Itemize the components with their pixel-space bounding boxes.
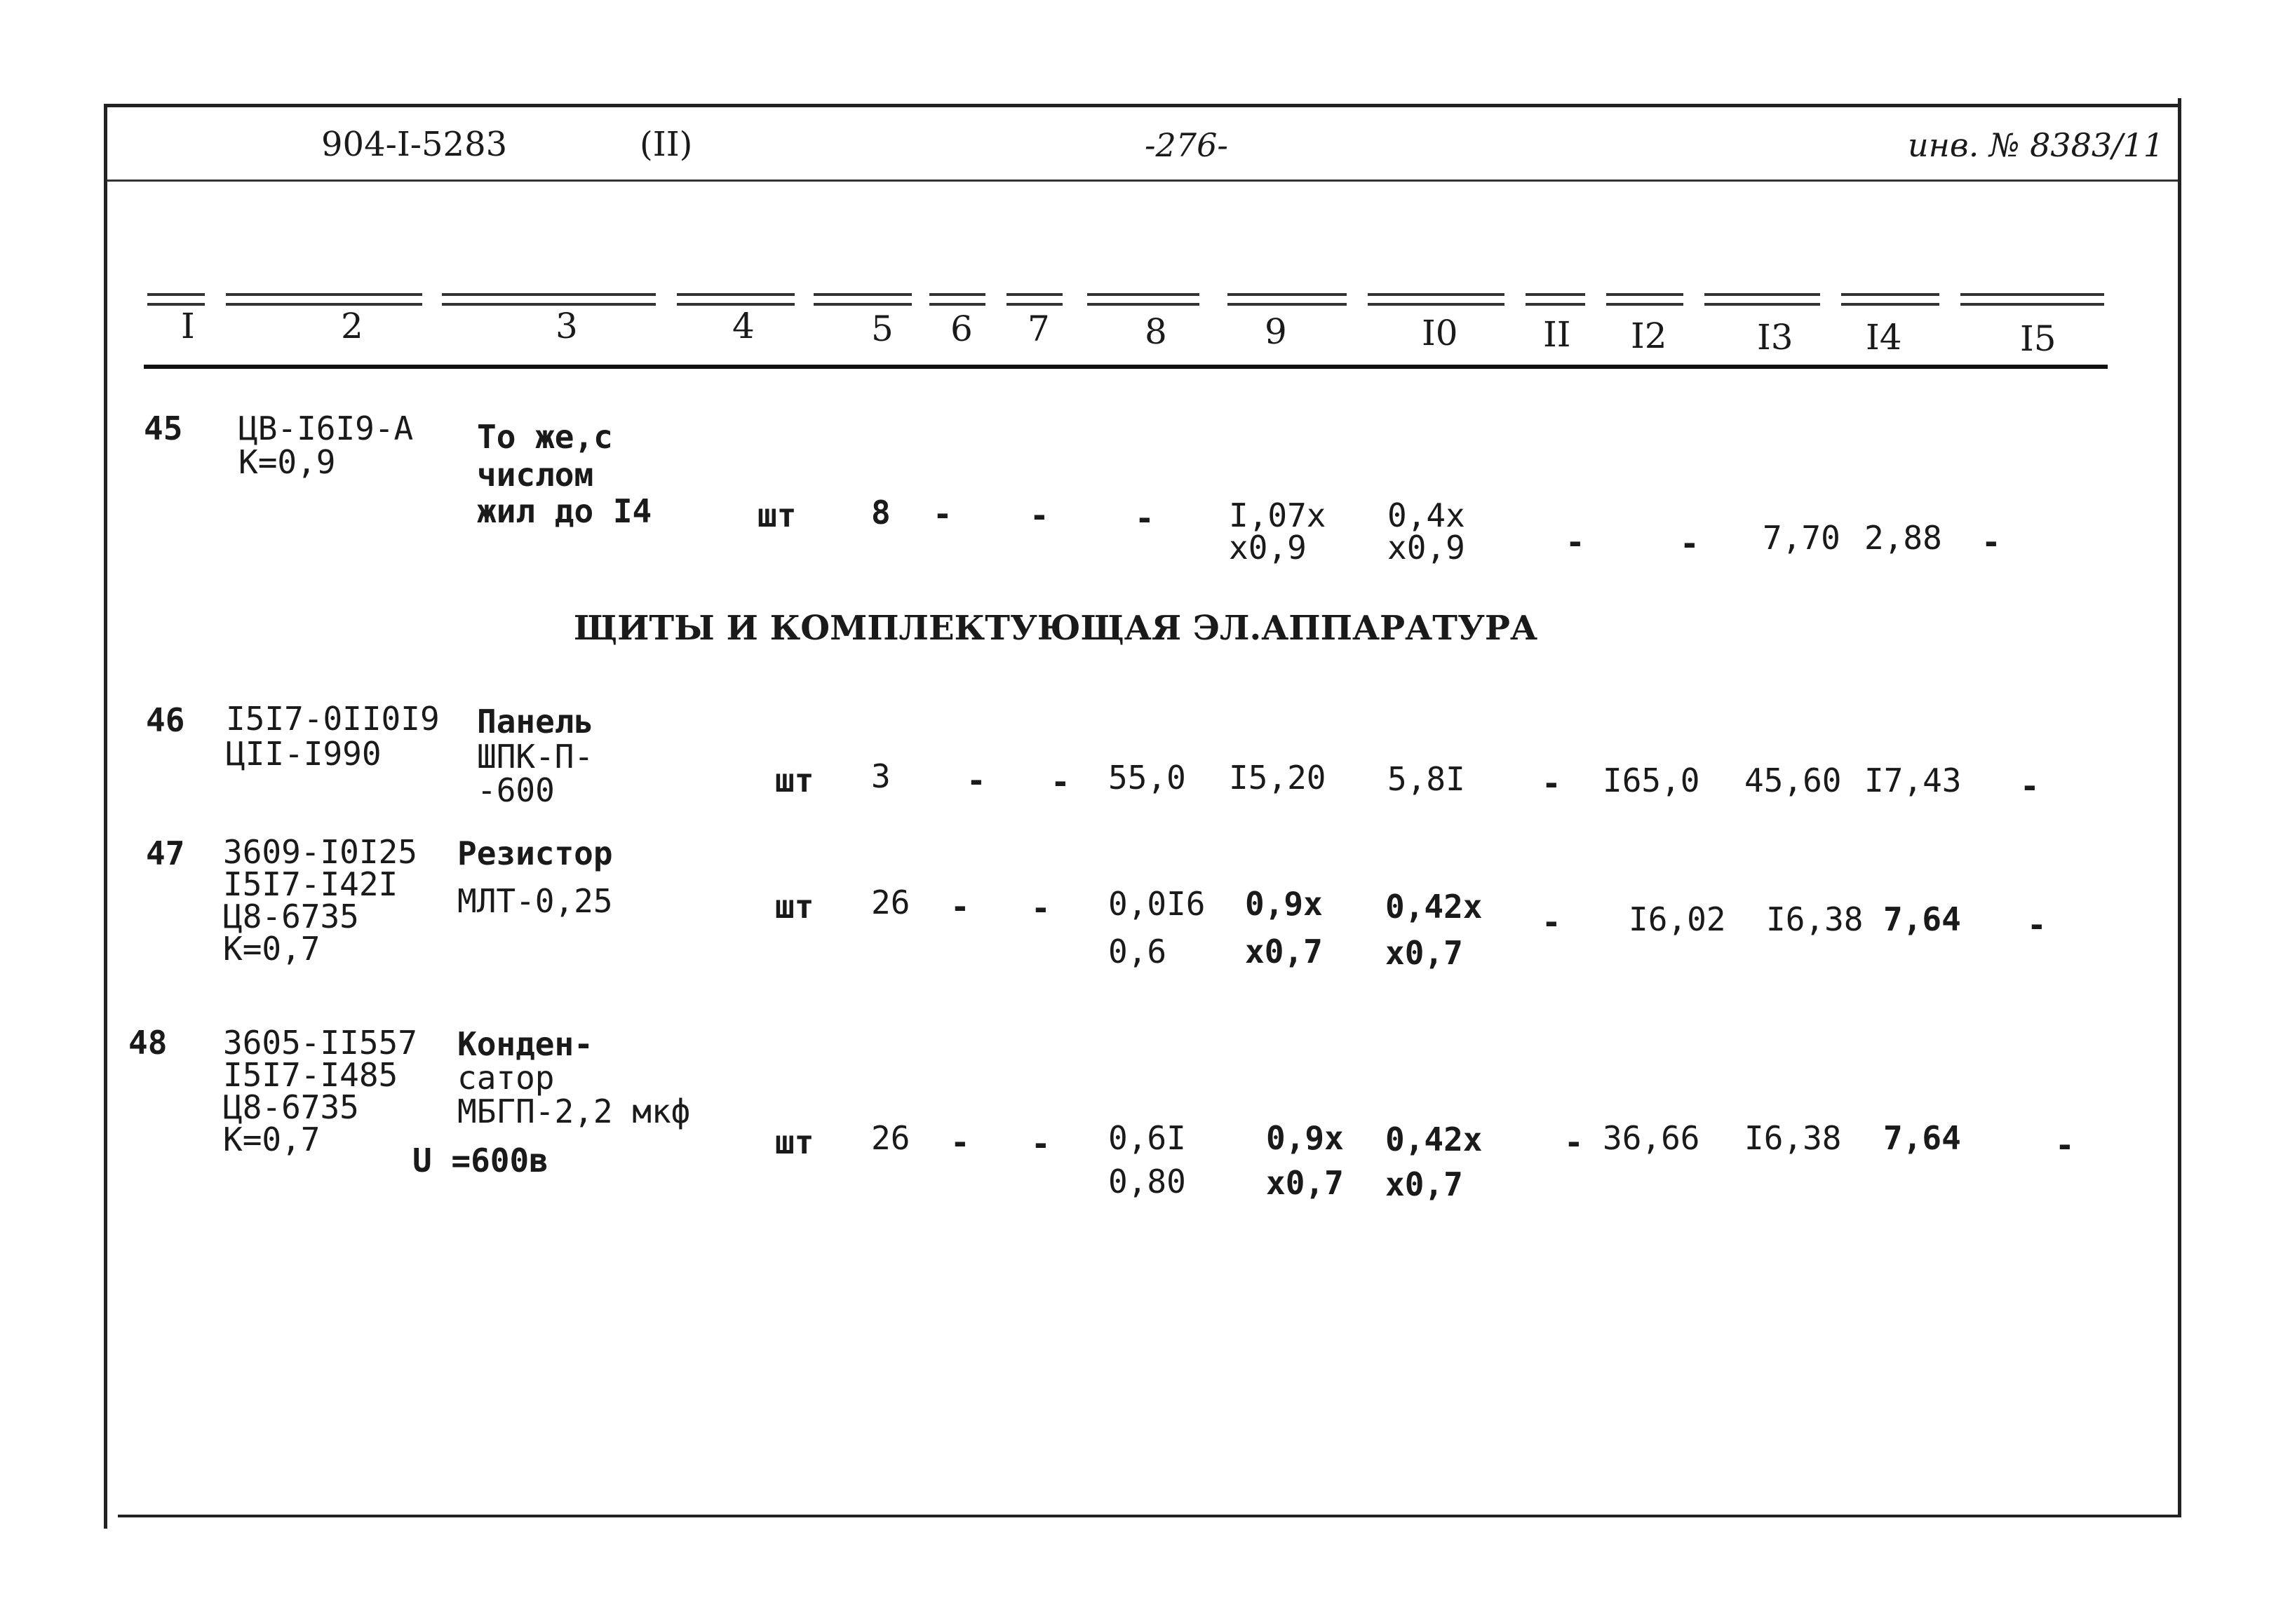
row-45-c10-1: 0,4х [1387, 496, 1465, 534]
row-48-code-1: 3605-II557 [223, 1024, 417, 1062]
col-num-4: 4 [732, 306, 755, 346]
row-48-c10-1: 0,42х [1385, 1121, 1483, 1158]
row-45-code-1: ЦВ-I6I9-А [238, 410, 414, 447]
row-45-c8: - [1135, 499, 1154, 537]
row-45-c9-2: х0,9 [1229, 529, 1307, 567]
row-48-voltage: U =600в [412, 1142, 548, 1179]
col-rule-5 [814, 293, 912, 306]
col-rule-13 [1704, 293, 1820, 306]
row-48-c11: - [1564, 1123, 1584, 1161]
row-45-c9-1: I,07х [1229, 496, 1326, 534]
col-rule-6 [929, 293, 985, 306]
row-46-name-2: ШПК-П- [477, 738, 594, 776]
row-47-c10-2: х0,7 [1385, 934, 1463, 972]
col-rule-10 [1368, 293, 1504, 306]
row-48-c8-2: 0,80 [1108, 1163, 1186, 1200]
row-45-c11: - [1566, 523, 1585, 561]
col-num-11: II [1543, 314, 1571, 355]
row-46-c8: 55,0 [1108, 759, 1186, 797]
row-46-code-1: I5I7-0II0I9 [226, 700, 440, 738]
row-46-name-3: -600 [477, 771, 555, 809]
frame-bottom-border [118, 1515, 2181, 1517]
row-48-c13: I6,38 [1744, 1119, 1842, 1157]
row-46-unit: шт [775, 762, 814, 799]
row-48-name-3: МБГП-2,2 мкф [457, 1092, 691, 1130]
col-num-5: 5 [871, 309, 894, 349]
row-45-name-2: числом [477, 456, 594, 494]
row-45-code-2: К=0,9 [238, 443, 336, 481]
table-header-rule [144, 365, 2108, 369]
row-47-c9-1: 0,9х [1245, 885, 1323, 923]
col-rule-7 [1006, 293, 1063, 306]
row-46-c14: I7,43 [1864, 762, 1962, 799]
row-47-c9-2: х0,7 [1245, 933, 1323, 970]
row-47-c10-1: 0,42х [1385, 888, 1483, 926]
row-47-code-1: 3609-I0I25 [223, 833, 417, 871]
row-47-qty: 26 [871, 884, 910, 921]
frame-right-border [2178, 98, 2181, 1515]
col-num-10: I0 [1422, 313, 1458, 353]
row-45-c13: 7,70 [1763, 519, 1840, 557]
row-46-name-1: Панель [477, 703, 594, 740]
row-47-c14: 7,64 [1883, 900, 1961, 938]
row-47-c11: - [1542, 903, 1561, 941]
row-45-name-3: жил до I4 [477, 492, 652, 530]
row-48-qty: 26 [871, 1119, 910, 1157]
col-num-12: I2 [1631, 316, 1667, 356]
col-rule-9 [1227, 293, 1347, 306]
row-45-c12: - [1680, 525, 1699, 562]
row-46-code-2: ЦII-I990 [226, 735, 382, 773]
row-48-c8-1: 0,6I [1108, 1119, 1186, 1157]
row-48-unit: шт [775, 1123, 814, 1161]
col-rule-3 [442, 293, 656, 306]
row-47-num: 47 [146, 834, 185, 872]
row-46-num: 46 [146, 701, 185, 739]
col-rule-1 [147, 293, 205, 306]
frame-left-border [104, 104, 107, 1529]
col-rule-12 [1606, 293, 1683, 306]
col-num-2: 2 [341, 306, 363, 346]
col-rule-14 [1841, 293, 1939, 306]
row-45-name-1: То же,с [477, 418, 613, 456]
col-rule-11 [1526, 293, 1585, 306]
row-48-num: 48 [128, 1024, 168, 1062]
row-46-c13: 45,60 [1744, 762, 1842, 799]
row-47-unit: шт [775, 888, 814, 926]
row-46-c11: - [1542, 764, 1561, 802]
row-48-c12: 36,66 [1603, 1119, 1700, 1157]
col-num-9: 9 [1265, 311, 1287, 352]
section-title: ЩИТЫ И КОМПЛЕКТУЮЩАЯ ЭЛ.АППАРАТУРА [574, 609, 1538, 648]
col-rule-8 [1087, 293, 1199, 306]
col-num-6: 6 [950, 309, 973, 349]
col-rule-2 [226, 293, 422, 306]
row-47-code-2: I5I7-I42I [223, 865, 398, 903]
row-48-code-3: Ц8-6735 [223, 1088, 359, 1126]
row-47-code-3: Ц8-6735 [223, 898, 359, 935]
row-47-name-2: МЛТ-0,25 [457, 882, 613, 920]
row-47-name-1: Резистор [457, 834, 613, 872]
col-num-13: I3 [1757, 317, 1793, 358]
row-45-qty: 8 [871, 494, 891, 532]
doc-part: (II) [640, 125, 693, 164]
row-48-c9-2: х0,7 [1266, 1164, 1344, 1202]
row-45-c10-2: х0,9 [1387, 529, 1465, 567]
row-45-unit: шт [758, 496, 797, 534]
col-num-14: I4 [1866, 317, 1902, 358]
row-48-name-2: сатор [457, 1059, 555, 1097]
row-46-c9: I5,20 [1229, 759, 1326, 797]
col-num-8: 8 [1145, 311, 1167, 352]
header-rule [107, 180, 2178, 182]
col-rule-4 [677, 293, 795, 306]
row-47-c12: I6,02 [1629, 900, 1726, 938]
row-47-c6: - [950, 888, 970, 926]
row-47-c8-2: 0,6 [1108, 933, 1167, 970]
col-rule-15 [1960, 293, 2104, 306]
row-47-c15: - [2027, 906, 2047, 944]
doc-code: 904-I-5283 [321, 125, 508, 164]
row-47-c13: I6,38 [1766, 900, 1864, 938]
row-48-code-2: I5I7-I485 [223, 1056, 398, 1094]
row-45-c6: - [933, 495, 952, 533]
row-48-code-4: К=0,7 [223, 1121, 321, 1158]
col-num-3: 3 [556, 306, 578, 346]
row-48-name-1: Конден- [457, 1025, 593, 1063]
row-46-c10: 5,8I [1387, 760, 1465, 798]
row-47-c8-1: 0,0I6 [1108, 885, 1206, 923]
row-45-num: 45 [144, 410, 183, 447]
col-num-1: I [181, 306, 195, 346]
row-46-qty: 3 [871, 757, 891, 795]
page-number: -276- [1145, 126, 1228, 164]
frame-top-border [104, 104, 2181, 107]
row-46-c12: I65,0 [1603, 762, 1700, 799]
row-48-c6: - [950, 1123, 970, 1161]
row-45-c14: 2,88 [1864, 519, 1942, 557]
row-46-c7: - [1051, 763, 1070, 801]
inventory-number: инв. № 8383/11 [1908, 126, 2164, 164]
row-48-c14: 7,64 [1883, 1119, 1961, 1157]
row-48-c9-1: 0,9х [1266, 1119, 1344, 1157]
row-47-c7: - [1031, 889, 1051, 927]
row-46-c6: - [967, 762, 986, 799]
col-num-7: 7 [1028, 309, 1050, 349]
row-46-c15: - [2020, 767, 2040, 805]
row-48-c15: - [2055, 1126, 2075, 1164]
row-48-c10-2: х0,7 [1385, 1165, 1463, 1203]
row-48-c7: - [1031, 1125, 1051, 1163]
col-num-15: I5 [2020, 318, 2056, 359]
row-47-code-4: К=0,7 [223, 930, 321, 968]
row-45-c7: - [1030, 496, 1049, 534]
row-45-c15: - [1981, 523, 2001, 561]
